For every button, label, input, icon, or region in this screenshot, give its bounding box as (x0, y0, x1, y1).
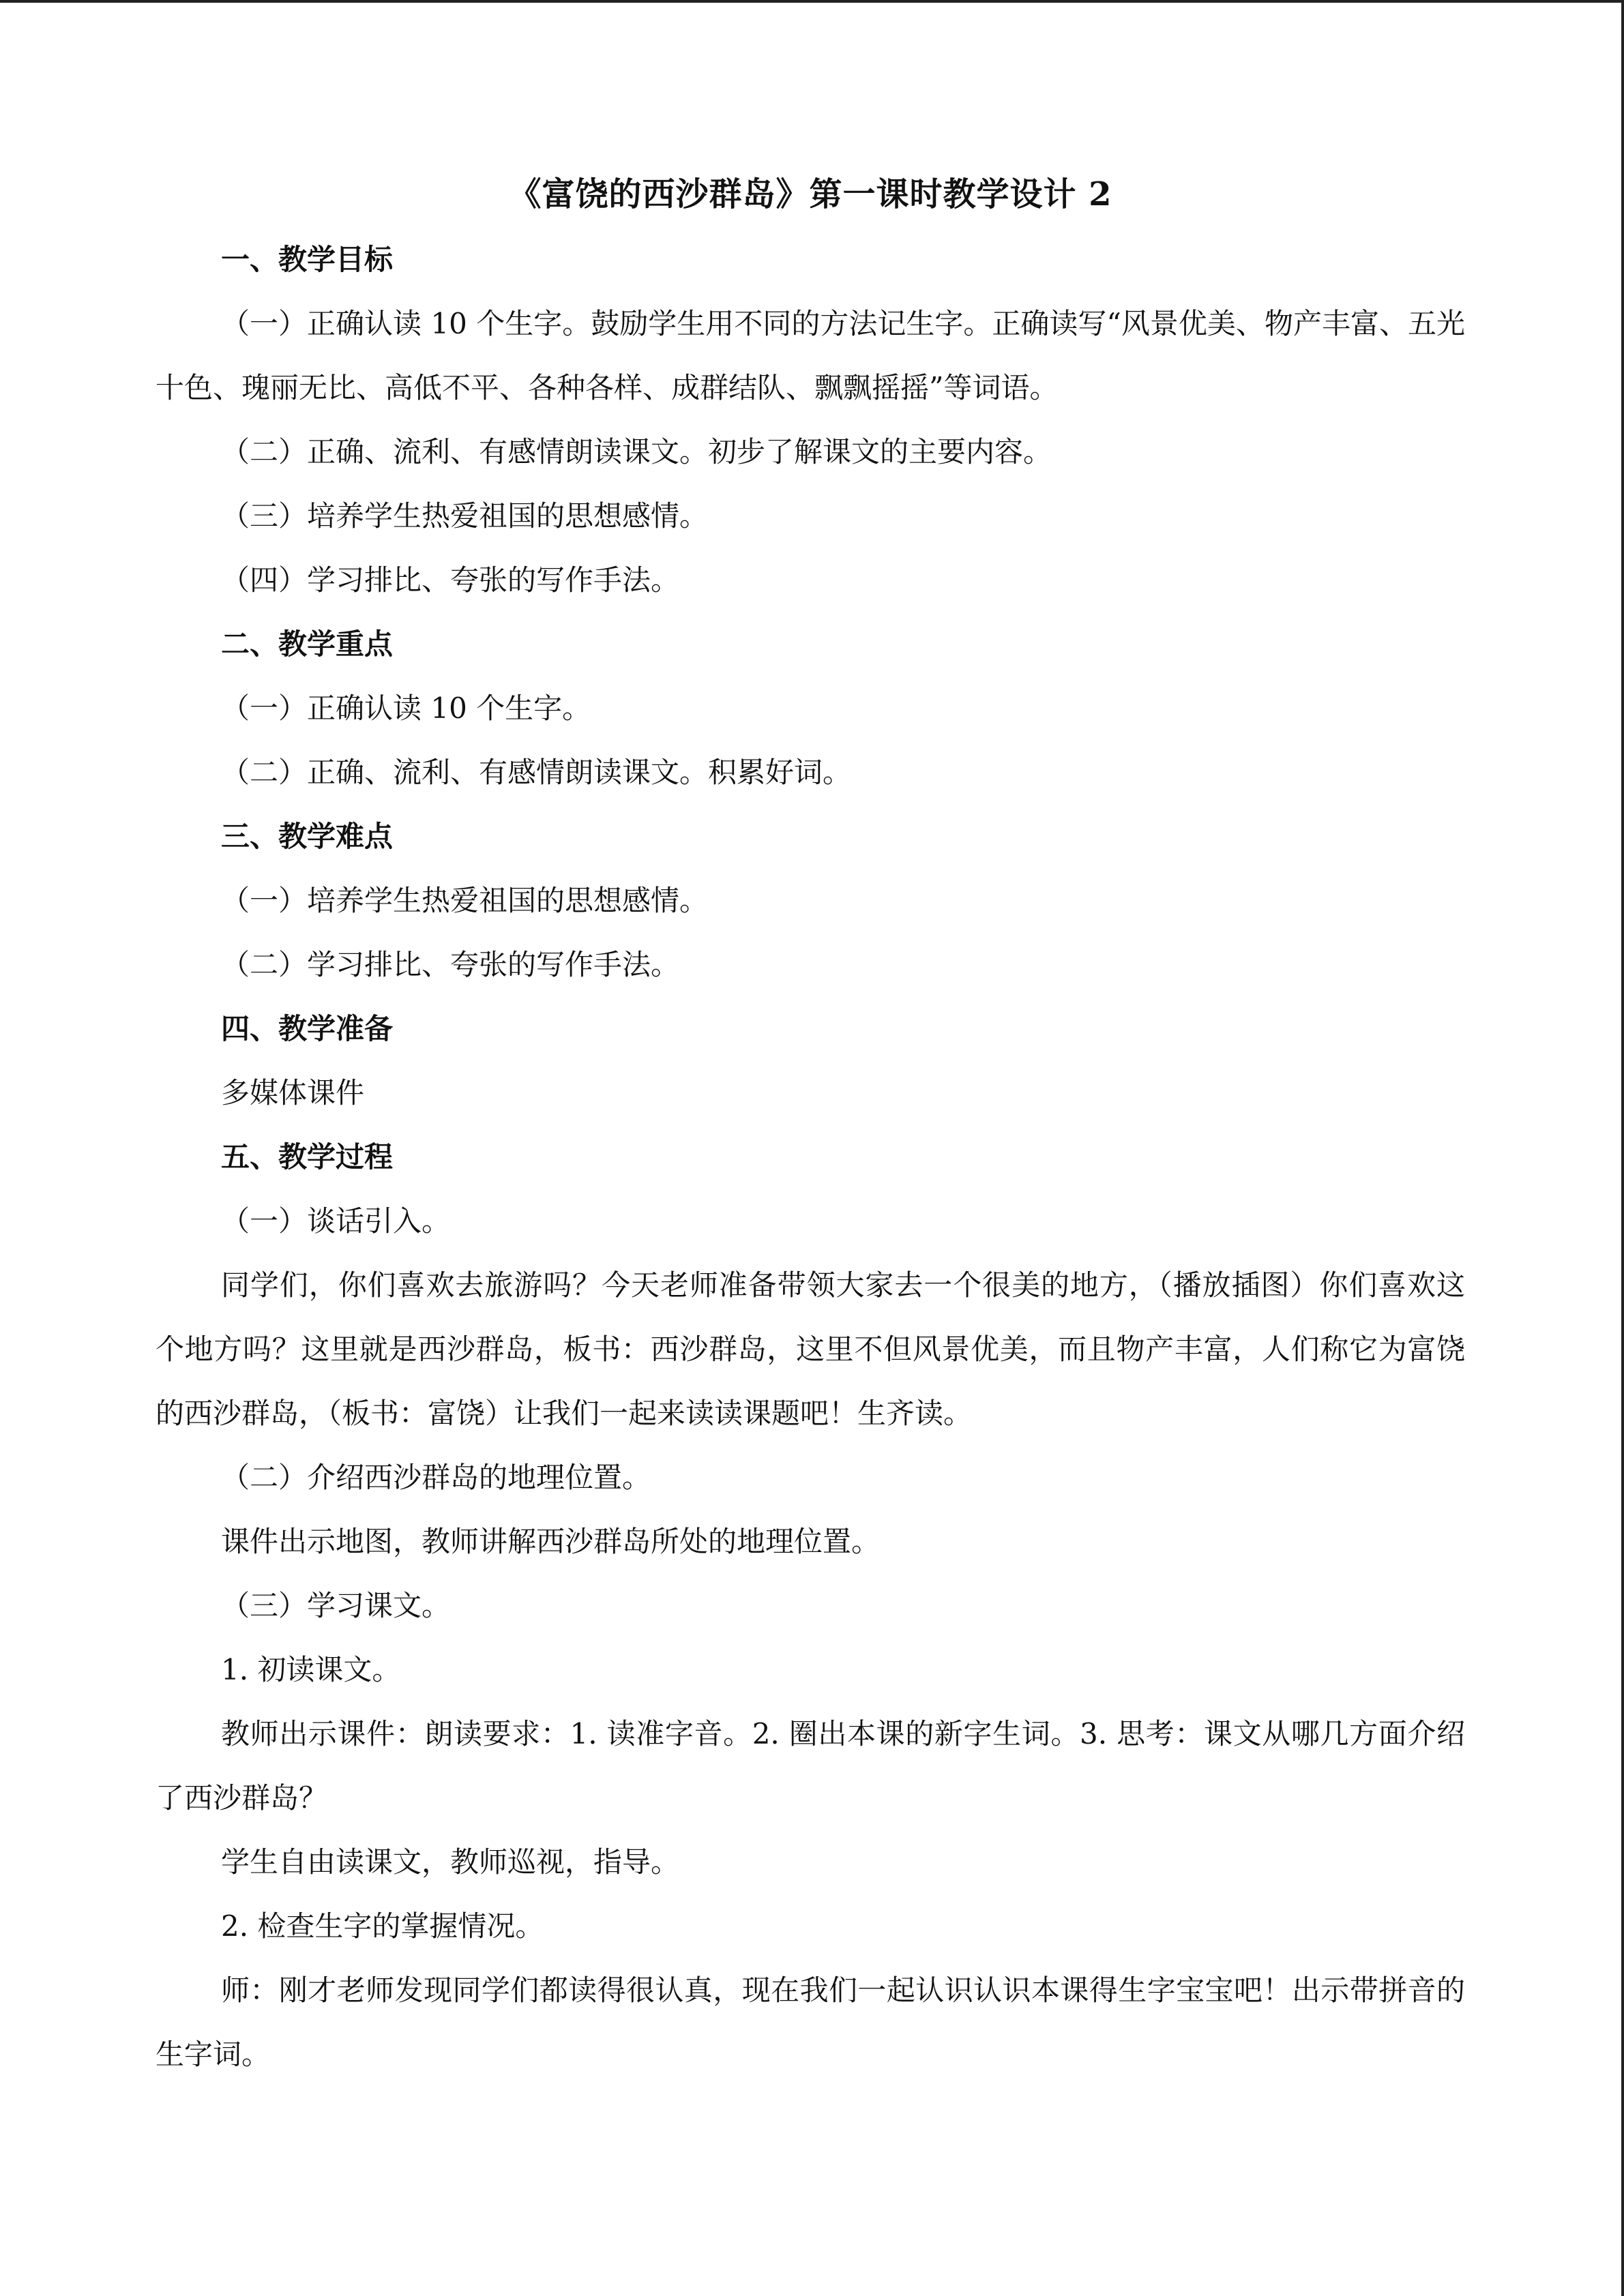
section-heading-objectives: 一、教学目标 (221, 243, 394, 276)
objective-4: （四）学习排比、夸张的写作手法。 (221, 563, 680, 597)
process-step-2-title: （二）介绍西沙群岛的地理位置。 (221, 1461, 651, 1494)
objective-2: （二）正确、流利、有感情朗读课文。初步了解课文的主要内容。 (221, 435, 1052, 468)
process-substep-2-body: 师：刚才老师发现同学们都读得很认真，现在我们一起认识认识本课得生字宝宝吧！出示带拼音的生字词。 (156, 1973, 1465, 2071)
process-step-1-title: （一）谈话引入。 (221, 1204, 451, 1238)
document-body (156, 164, 1465, 2087)
process-substep-1-note: 学生自由读课文，教师巡视，指导。 (221, 1845, 680, 1879)
difficulty-1: （一）培养学生热爱祖国的思想感情。 (221, 884, 709, 917)
process-substep-1-body: 教师出示课件：朗读要求：1. 读准字音。2. 圈出本课的新字生词。3. 思考：课文从哪几方面介绍了西沙群岛？ (156, 1717, 1465, 1815)
process-step-3-title: （三）学习课文。 (221, 1589, 451, 1622)
document-title: 《富饶的西沙群岛》第一课时教学设计 2 (508, 175, 1112, 213)
process-substep-1-title: 1. 初读课文。 (221, 1653, 401, 1686)
process-step-1-body: 同学们，你们喜欢去旅游吗？今天老师准备带领大家去一个很美的地方，（播放插图）你们喜欢这个地方吗？这里就是西沙群岛，板书：西沙群岛，这里不但风景优美，而且物产丰富，人们称它为富饶的西沙群岛，（板书：富饶）让我们一起来读读课题吧！生齐读。 (156, 1268, 1465, 1430)
section-heading-key-points: 二、教学重点 (221, 627, 394, 661)
difficulty-2: （二）学习排比、夸张的写作手法。 (221, 948, 680, 981)
process-step-2-body: 课件出示地图，教师讲解西沙群岛所处的地理位置。 (221, 1525, 881, 1558)
objective-1: （一）正确认读 10 个生字。鼓励学生用不同的方法记生字。正确读写“风景优美、物产丰富、五光十色、瑰丽无比、高低不平、各种各样、成群结队、飘飘摇摇”等词语。 (156, 307, 1465, 404)
key-point-2: （二）正确、流利、有感情朗读课文。积累好词。 (221, 756, 852, 789)
section-heading-process: 五、教学过程 (221, 1140, 394, 1174)
key-point-1: （一）正确认读 10 个生字。 (221, 691, 591, 725)
page-right-border (1621, 0, 1624, 2296)
process-substep-2-title: 2. 检查生字的掌握情况。 (221, 1909, 544, 1943)
page-top-border (0, 0, 1624, 3)
section-heading-difficulties: 三、教学难点 (221, 820, 394, 853)
section-heading-preparation: 四、教学准备 (221, 1012, 394, 1045)
preparation-item: 多媒体课件 (221, 1076, 365, 1109)
objective-3: （三）培养学生热爱祖国的思想感情。 (221, 499, 709, 533)
